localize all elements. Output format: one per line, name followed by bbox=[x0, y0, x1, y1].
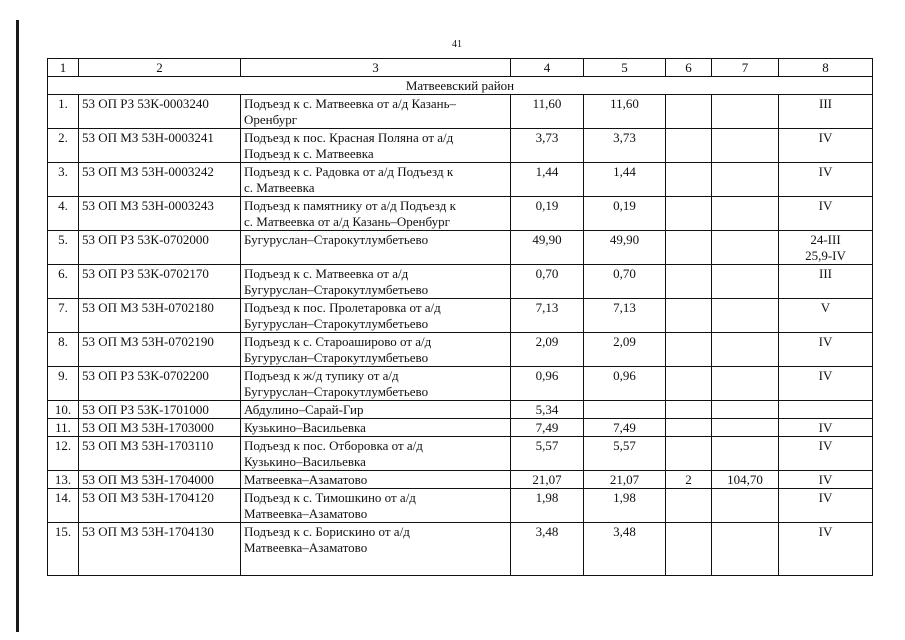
road-name-line: Подъезд к с. Радовка от а/д Подъезд к bbox=[244, 164, 454, 179]
road-name-line: Подъезд к пос. Отборовка от а/д bbox=[244, 438, 423, 453]
road-category bbox=[779, 265, 873, 299]
row-number: 3. bbox=[48, 163, 79, 197]
road-name-line: Матвеевка–Азаматово bbox=[244, 540, 368, 555]
col5-value: 1,98 bbox=[584, 489, 666, 523]
road-code: 53 ОП РЗ 53К-0702200 bbox=[79, 367, 241, 401]
road-name-line: Подъезд к памятнику от а/д Подъезд к bbox=[244, 198, 456, 213]
table-row bbox=[48, 333, 873, 367]
row-number: 10. bbox=[48, 401, 79, 419]
col6-value bbox=[666, 419, 712, 437]
header-cell-1: 1 bbox=[48, 59, 79, 77]
road-category bbox=[779, 129, 873, 163]
table-row bbox=[48, 197, 873, 231]
col5-value: 3,48 bbox=[584, 523, 666, 576]
col4-value: 11,60 bbox=[511, 95, 584, 129]
road-code: 53 ОП МЗ 53Н-1704120 bbox=[79, 489, 241, 523]
road-name bbox=[241, 129, 511, 163]
road-category-line: IV bbox=[818, 164, 833, 179]
col6-value: 2 bbox=[666, 471, 712, 489]
col4-value: 1,44 bbox=[511, 163, 584, 197]
col7-value bbox=[712, 333, 779, 367]
table-row bbox=[48, 95, 873, 129]
road-name bbox=[241, 437, 511, 471]
road-name-line: Подъезд к пос. Пролетаровка от а/д bbox=[244, 300, 441, 315]
table-row bbox=[48, 401, 873, 419]
col5-value: 0,19 bbox=[584, 197, 666, 231]
road-name-line: Кузькино–Васильевка bbox=[244, 454, 366, 469]
road-code: 53 ОП МЗ 53Н-1704000 bbox=[79, 471, 241, 489]
road-code: 53 ОП МЗ 53Н-1704130 bbox=[79, 523, 241, 576]
header-cell-8: 8 bbox=[779, 59, 873, 77]
col7-value bbox=[712, 163, 779, 197]
table-row bbox=[48, 471, 873, 489]
row-number: 15. bbox=[48, 523, 79, 576]
row-number: 12. bbox=[48, 437, 79, 471]
road-category-line: IV bbox=[818, 472, 833, 487]
col5-value: 2,09 bbox=[584, 333, 666, 367]
col6-value bbox=[666, 265, 712, 299]
col5-value: 1,44 bbox=[584, 163, 666, 197]
col4-value: 7,49 bbox=[511, 419, 584, 437]
road-name bbox=[241, 197, 511, 231]
road-category bbox=[779, 401, 873, 419]
header-cell-5: 5 bbox=[584, 59, 666, 77]
row-number: 8. bbox=[48, 333, 79, 367]
col4-value: 0,70 bbox=[511, 265, 584, 299]
row-number: 13. bbox=[48, 471, 79, 489]
row-number: 7. bbox=[48, 299, 79, 333]
road-category-line: IV bbox=[818, 438, 833, 453]
col4-value: 0,96 bbox=[511, 367, 584, 401]
col7-value bbox=[712, 523, 779, 576]
road-category bbox=[779, 419, 873, 437]
col6-value bbox=[666, 163, 712, 197]
road-category bbox=[779, 163, 873, 197]
road-name-line: Кузькино–Васильевка bbox=[244, 420, 366, 435]
road-code: 53 ОП МЗ 53Н-1703000 bbox=[79, 419, 241, 437]
table-row bbox=[48, 163, 873, 197]
header-cell-3: 3 bbox=[241, 59, 511, 77]
col6-value bbox=[666, 197, 712, 231]
road-name-line: Подъезд к с. Матвеевка от а/д bbox=[244, 266, 409, 281]
road-name-line: с. Матвеевка bbox=[244, 180, 315, 195]
road-code: 53 ОП МЗ 53Н-0003242 bbox=[79, 163, 241, 197]
road-name-line: Подъезд к с. Борискино от а/д bbox=[244, 524, 410, 539]
road-code: 53 ОП МЗ 53Н-1703110 bbox=[79, 437, 241, 471]
col4-value: 3,73 bbox=[511, 129, 584, 163]
road-category bbox=[779, 95, 873, 129]
col5-value: 0,96 bbox=[584, 367, 666, 401]
binding-edge-line bbox=[16, 20, 19, 632]
road-name-line: Бугуруслан–Старокутлумбетьево bbox=[244, 350, 429, 365]
road-name-line: Подъезд к пос. Красная Поляна от а/д bbox=[244, 130, 454, 145]
road-category bbox=[779, 197, 873, 231]
col4-value: 7,13 bbox=[511, 299, 584, 333]
road-category bbox=[779, 299, 873, 333]
row-number: 2. bbox=[48, 129, 79, 163]
roads-table bbox=[47, 58, 873, 576]
road-name-line: с. Матвеевка от а/д Казань–Оренбург bbox=[244, 214, 450, 229]
table-row bbox=[48, 523, 873, 576]
road-name-line: Подъезд к с. Староаширово от а/д bbox=[244, 334, 432, 349]
road-category-line: IV bbox=[818, 420, 833, 435]
col6-value bbox=[666, 333, 712, 367]
col7-value bbox=[712, 299, 779, 333]
road-category-line: IV bbox=[818, 198, 833, 213]
col6-value bbox=[666, 489, 712, 523]
road-name bbox=[241, 265, 511, 299]
table-row bbox=[48, 367, 873, 401]
road-code: 53 ОП МЗ 53Н-0702180 bbox=[79, 299, 241, 333]
col7-value bbox=[712, 129, 779, 163]
road-category-line: IV bbox=[818, 368, 833, 383]
row-number: 11. bbox=[48, 419, 79, 437]
col4-value: 49,90 bbox=[511, 231, 584, 265]
section-title: Матвеевский район bbox=[48, 77, 873, 95]
road-name bbox=[241, 95, 511, 129]
section-row bbox=[48, 77, 873, 95]
col5-value: 11,60 bbox=[584, 95, 666, 129]
road-name bbox=[241, 231, 511, 265]
page-number: 41 bbox=[452, 39, 462, 50]
col4-value: 2,09 bbox=[511, 333, 584, 367]
road-category bbox=[779, 367, 873, 401]
road-name-line: Подъезд к с. Матвеевка bbox=[244, 146, 374, 161]
col7-value: 104,70 bbox=[712, 471, 779, 489]
table-row bbox=[48, 299, 873, 333]
road-name-line: Матвеевка–Азаматово bbox=[244, 506, 368, 521]
col4-value: 1,98 bbox=[511, 489, 584, 523]
table-row bbox=[48, 265, 873, 299]
road-name bbox=[241, 489, 511, 523]
header-cell-6: 6 bbox=[666, 59, 712, 77]
road-category-line: IV bbox=[818, 130, 833, 145]
road-name-line: Бугуруслан–Старокутлумбетьево bbox=[244, 232, 429, 247]
col7-value bbox=[712, 489, 779, 523]
table-row bbox=[48, 489, 873, 523]
table-row bbox=[48, 231, 873, 265]
road-name-line: Подъезд к с. Тимошкино от а/д bbox=[244, 490, 416, 505]
header-cell-4: 4 bbox=[511, 59, 584, 77]
road-category bbox=[779, 471, 873, 489]
col6-value bbox=[666, 367, 712, 401]
col7-value bbox=[712, 95, 779, 129]
road-category-line: 25,9-IV bbox=[805, 248, 846, 263]
road-name-line: Бугуруслан–Старокутлумбетьево bbox=[244, 384, 429, 399]
road-category-line: IV bbox=[818, 490, 833, 505]
col7-value bbox=[712, 367, 779, 401]
road-category-line: III bbox=[819, 266, 832, 281]
col6-value bbox=[666, 401, 712, 419]
road-name-line: Абдулино–Сарай-Гир bbox=[244, 402, 364, 417]
road-category-line: 24-III bbox=[810, 232, 841, 247]
table-row bbox=[48, 129, 873, 163]
road-category bbox=[779, 523, 873, 576]
road-name-line: Бугуруслан–Старокутлумбетьево bbox=[244, 316, 429, 331]
road-name-line: Подъезд к ж/д тупику от а/д bbox=[244, 368, 399, 383]
road-category-line: V bbox=[820, 300, 831, 315]
col6-value bbox=[666, 129, 712, 163]
header-cell-2: 2 bbox=[79, 59, 241, 77]
col5-value: 7,49 bbox=[584, 419, 666, 437]
col4-value: 5,57 bbox=[511, 437, 584, 471]
col4-value: 3,48 bbox=[511, 523, 584, 576]
col7-value bbox=[712, 419, 779, 437]
road-code: 53 ОП МЗ 53Н-0003243 bbox=[79, 197, 241, 231]
col5-value: 7,13 bbox=[584, 299, 666, 333]
col5-value: 3,73 bbox=[584, 129, 666, 163]
road-name-line: Матвеевка–Азаматово bbox=[244, 472, 368, 487]
col7-value bbox=[712, 437, 779, 471]
road-code: 53 ОП РЗ 53К-0702170 bbox=[79, 265, 241, 299]
row-number: 5. bbox=[48, 231, 79, 265]
road-name bbox=[241, 419, 511, 437]
road-name bbox=[241, 401, 511, 419]
road-name bbox=[241, 163, 511, 197]
road-name-line: Оренбург bbox=[244, 112, 298, 127]
row-number: 14. bbox=[48, 489, 79, 523]
col5-value: 0,70 bbox=[584, 265, 666, 299]
road-name bbox=[241, 471, 511, 489]
table-row bbox=[48, 437, 873, 471]
col7-value bbox=[712, 231, 779, 265]
header-row bbox=[48, 59, 873, 77]
col5-value: 21,07 bbox=[584, 471, 666, 489]
col7-value bbox=[712, 265, 779, 299]
col5-value bbox=[584, 401, 666, 419]
col4-value: 0,19 bbox=[511, 197, 584, 231]
road-category bbox=[779, 231, 873, 265]
col6-value bbox=[666, 299, 712, 333]
road-name bbox=[241, 367, 511, 401]
road-name-line: Подъезд к с. Матвеевка от а/д Казань– bbox=[244, 96, 456, 111]
road-category-line: IV bbox=[818, 524, 833, 539]
road-name bbox=[241, 299, 511, 333]
road-name bbox=[241, 523, 511, 576]
table-body bbox=[48, 77, 873, 576]
road-code: 53 ОП РЗ 53К-0003240 bbox=[79, 95, 241, 129]
road-name bbox=[241, 333, 511, 367]
road-category-line: IV bbox=[818, 334, 833, 349]
road-code: 53 ОП РЗ 53К-0702000 bbox=[79, 231, 241, 265]
col7-value bbox=[712, 197, 779, 231]
col5-value: 49,90 bbox=[584, 231, 666, 265]
col7-value bbox=[712, 401, 779, 419]
col6-value bbox=[666, 437, 712, 471]
road-name-line: Бугуруслан–Старокутлумбетьево bbox=[244, 282, 429, 297]
row-number: 6. bbox=[48, 265, 79, 299]
col6-value bbox=[666, 95, 712, 129]
road-category bbox=[779, 437, 873, 471]
road-category bbox=[779, 333, 873, 367]
col5-value: 5,57 bbox=[584, 437, 666, 471]
col6-value bbox=[666, 523, 712, 576]
table-row bbox=[48, 419, 873, 437]
road-code: 53 ОП РЗ 53К-1701000 bbox=[79, 401, 241, 419]
road-code: 53 ОП МЗ 53Н-0003241 bbox=[79, 129, 241, 163]
row-number: 4. bbox=[48, 197, 79, 231]
col4-value: 21,07 bbox=[511, 471, 584, 489]
header-cell-7: 7 bbox=[712, 59, 779, 77]
col6-value bbox=[666, 231, 712, 265]
row-number: 1. bbox=[48, 95, 79, 129]
col4-value: 5,34 bbox=[511, 401, 584, 419]
road-category-line: III bbox=[819, 96, 832, 111]
road-code: 53 ОП МЗ 53Н-0702190 bbox=[79, 333, 241, 367]
road-category bbox=[779, 489, 873, 523]
row-number: 9. bbox=[48, 367, 79, 401]
